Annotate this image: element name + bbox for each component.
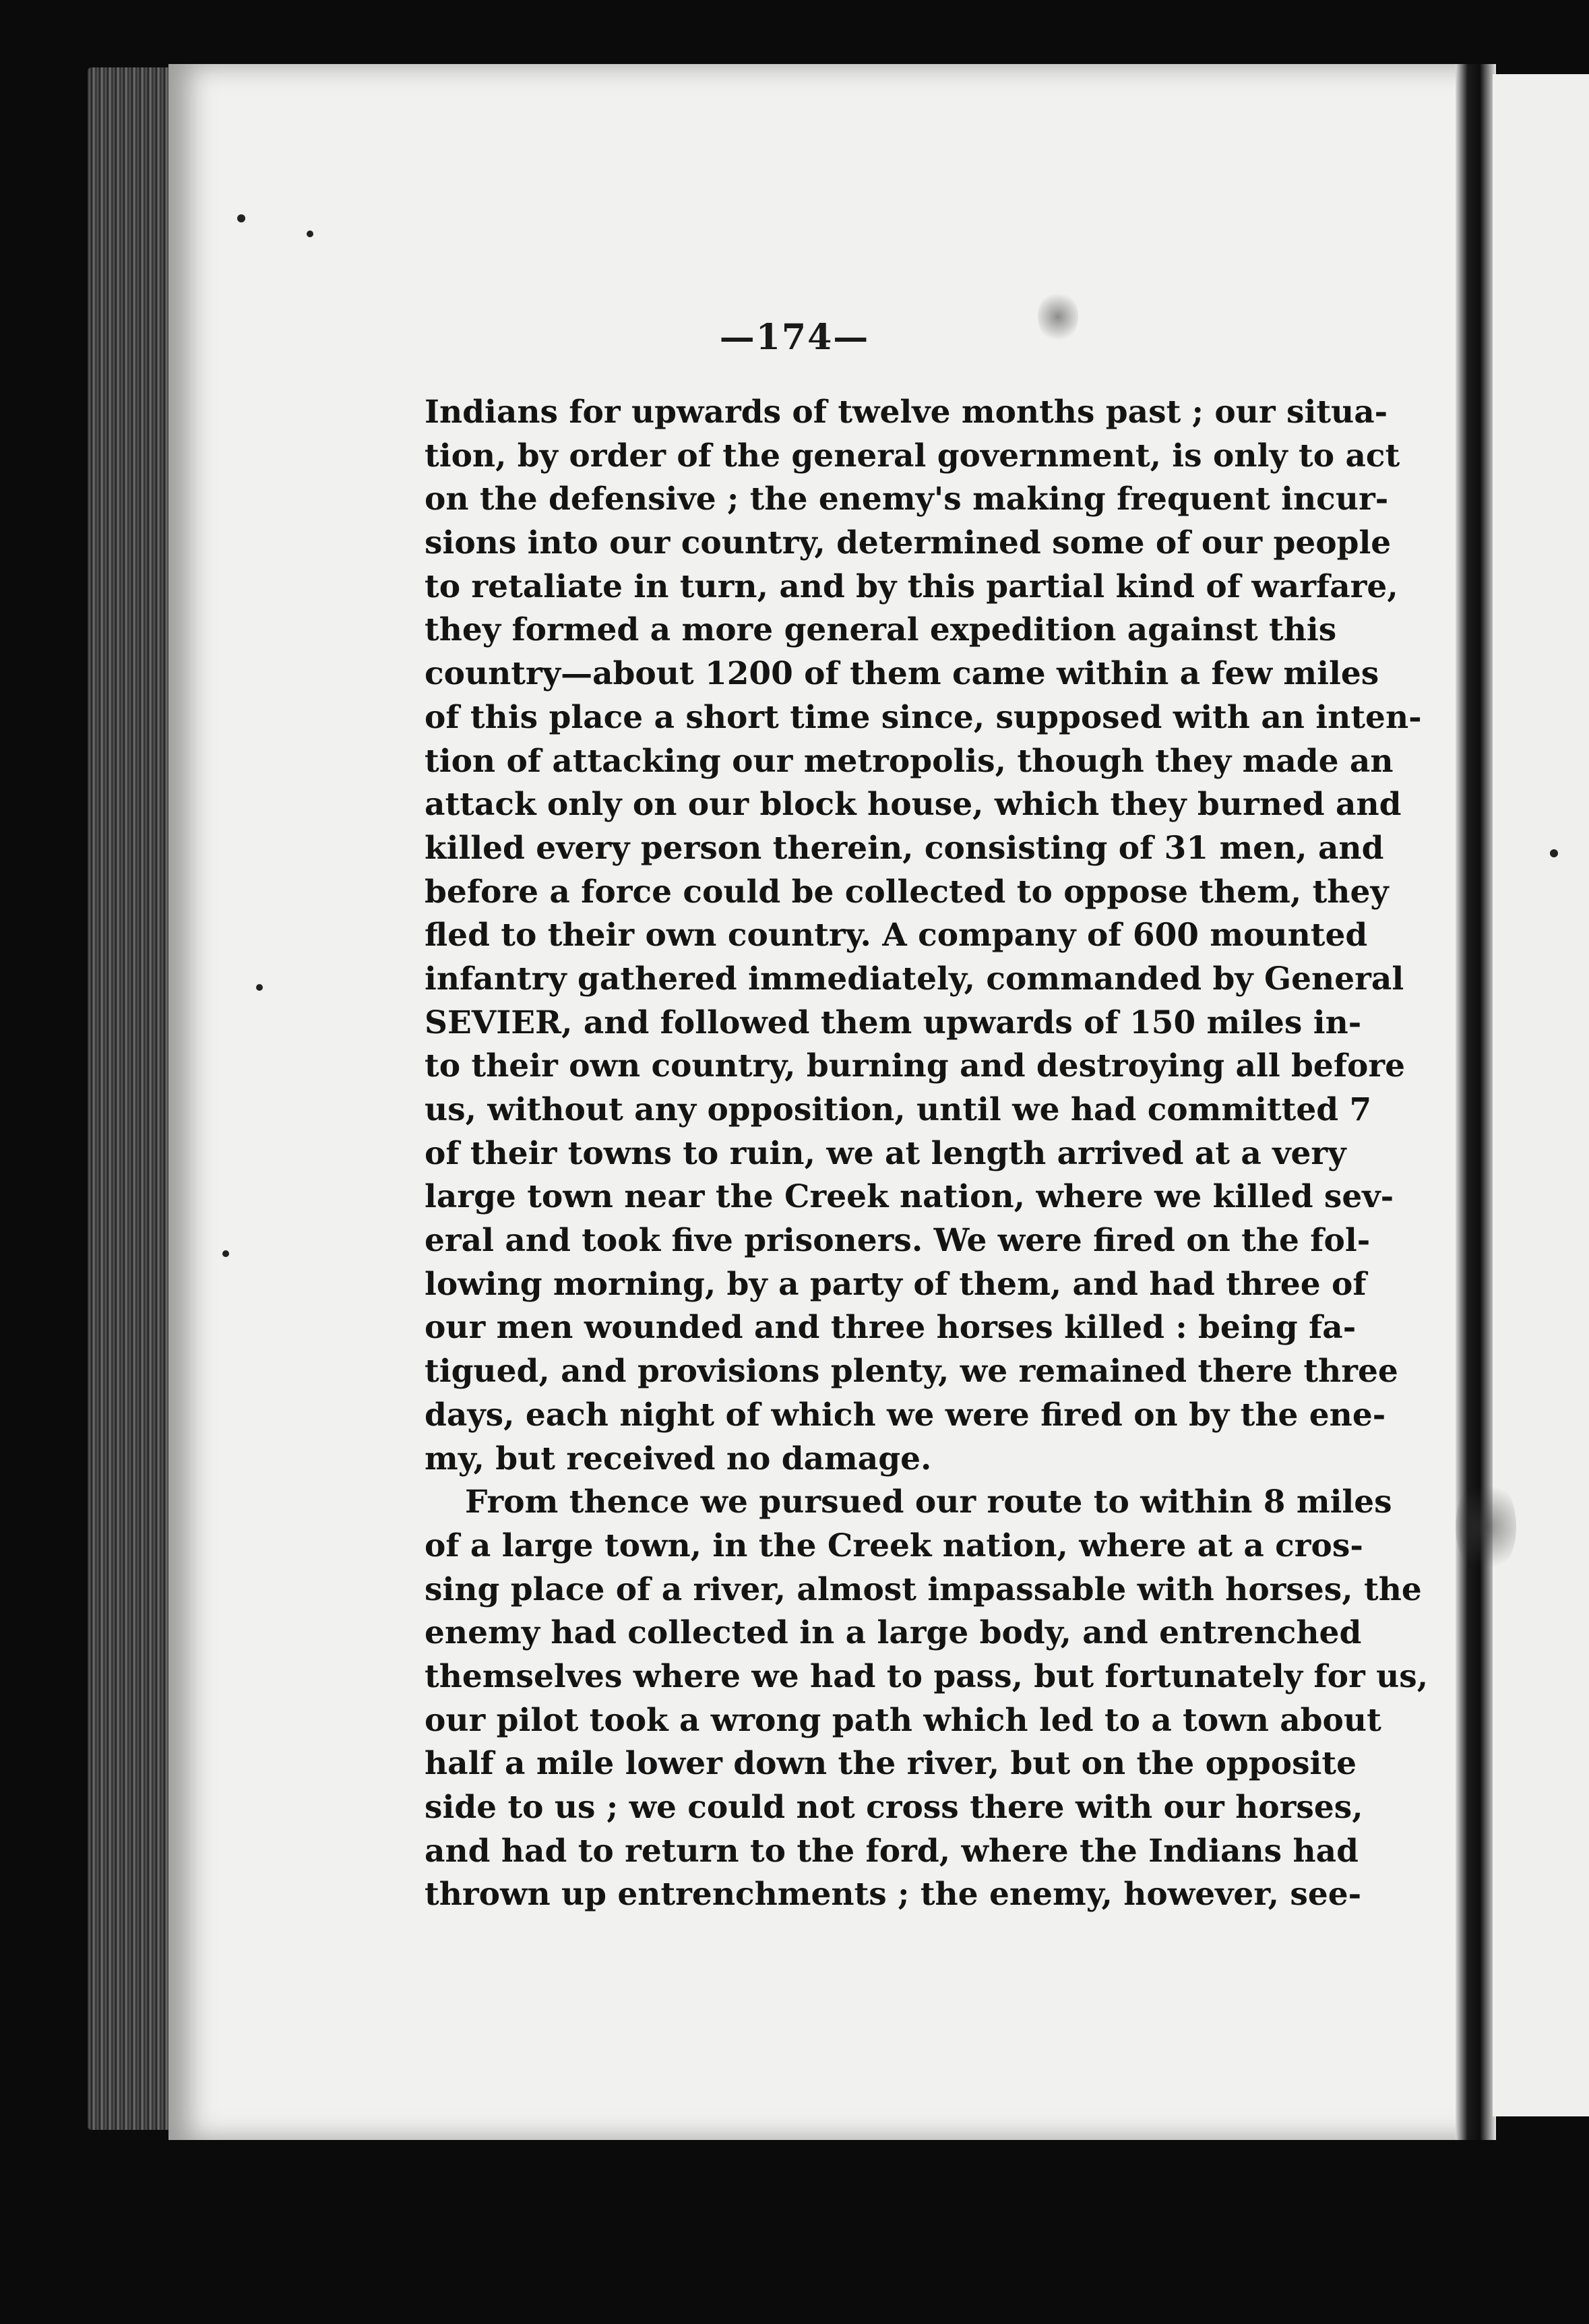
text-line: large town near the Creek nation, where we killed sev- bbox=[425, 1178, 1394, 1216]
paper-speck bbox=[1550, 849, 1558, 857]
text-line: days, each night of which we were fired on by the ene- bbox=[425, 1396, 1386, 1434]
text-line: my, but received no damage. bbox=[425, 1440, 932, 1477]
text-line: and had to return to the ford, where the Indians had bbox=[425, 1832, 1359, 1870]
paper-speck bbox=[222, 1250, 229, 1257]
text-line: enemy had collected in a large body, and entrenched bbox=[425, 1614, 1362, 1652]
paper-speck bbox=[256, 984, 263, 991]
text-line: of a large town, in the Creek nation, where at a cros- bbox=[425, 1527, 1363, 1564]
body-text bbox=[425, 391, 1429, 1917]
text-line: lowing morning, by a party of them, and had three of bbox=[425, 1265, 1367, 1303]
text-line: killed every person therein, consisting of 31 men, and bbox=[425, 829, 1384, 867]
text-line: eral and took five prisoners. We were fired on the fol- bbox=[425, 1222, 1371, 1260]
text-line: half a mile lower down the river, but on the opposite bbox=[425, 1745, 1357, 1783]
paragraph-2 bbox=[425, 1481, 1429, 1917]
text-line: our men wounded and three horses killed : being fa- bbox=[425, 1309, 1357, 1347]
text-line: fled to their own country. A company of 600 mounted bbox=[425, 917, 1368, 954]
text-line: tigued, and provisions plenty, we remained there three bbox=[425, 1353, 1398, 1390]
adjacent-page-edge bbox=[1493, 74, 1589, 2116]
text-line: side to us ; we could not cross there with our horses, bbox=[425, 1789, 1363, 1826]
page-number: —174— bbox=[719, 317, 870, 358]
text-line: they formed a more general expedition against this bbox=[425, 611, 1337, 649]
text-line: of this place a short time since, supposed with an inten- bbox=[425, 698, 1422, 736]
text-line: us, without any opposition, until we had committed 7 bbox=[425, 1091, 1372, 1128]
text-line: before a force could be collected to oppose them, they bbox=[425, 873, 1389, 911]
book-gutter bbox=[1456, 64, 1496, 2140]
text-line: sing place of a river, almost impassable with horses, the bbox=[425, 1570, 1422, 1608]
paper-speck bbox=[307, 231, 313, 237]
text-line: tion of attacking our metropolis, though they made an bbox=[425, 742, 1394, 780]
text-line: infantry gathered immediately, commanded by General bbox=[425, 960, 1404, 998]
text-line: attack only on our block house, which they burned and bbox=[425, 786, 1402, 824]
text-line: country—about 1200 of them came within a few miles bbox=[425, 655, 1379, 693]
text-line: thrown up entrenchments ; the enemy, however, see- bbox=[425, 1876, 1362, 1914]
text-line: tion, by order of the general government, is only to act bbox=[425, 437, 1400, 475]
text-line: Indians for upwards of twelve months past ; our situa- bbox=[425, 394, 1388, 431]
text-line: on the defensive ; the enemy's making frequent incur- bbox=[425, 481, 1389, 518]
text-line: themselves where we had to pass, but fortunately for us, bbox=[425, 1657, 1429, 1695]
text-line: our pilot took a wrong path which led to a town about bbox=[425, 1701, 1381, 1739]
paper-blot bbox=[1456, 1476, 1516, 1577]
paragraph-1 bbox=[425, 391, 1422, 1481]
text-line: to retaliate in turn, and by this partial kind of warfare, bbox=[425, 568, 1398, 605]
text-line: sions into our country, determined some of our people bbox=[425, 524, 1392, 562]
text-line: SEVIER, and followed them upwards of 150 miles in- bbox=[425, 1004, 1362, 1041]
text-line: From thence we pursued our route to within 8 miles bbox=[465, 1484, 1392, 1521]
text-line: of their towns to ruin, we at length arrived at a very bbox=[425, 1134, 1346, 1172]
text-line: to their own country, burning and destroying all before bbox=[425, 1047, 1406, 1085]
paper-speck bbox=[237, 214, 245, 222]
